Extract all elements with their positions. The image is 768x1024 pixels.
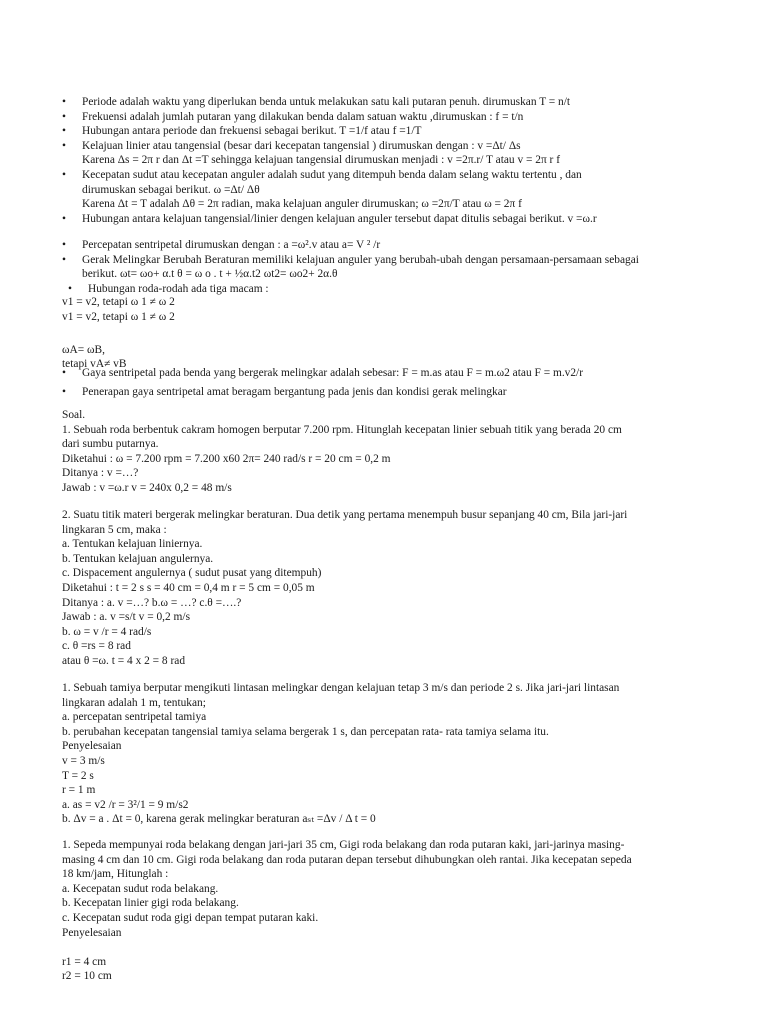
bullet-item: • Percepatan sentripetal dirumuskan dengan : a =ω².v atau a= V ² /r (62, 238, 716, 253)
relation-line (62, 324, 716, 339)
bullet-list-force (62, 366, 716, 399)
problem-4: 1. Sepeda mempunyai roda belakang dengan jari-jari 35 cm, Gigi roda belakang dan roda putaran kaki, jari-jarinya masing- masing 4 cm dan 10 cm. Gigi roda belakang dan roda putaran depan tersebut dihubungkan oleh rantai. Jika kecepatan sepeda 18 km/jam, Hitunglah : a. Kecepatan sudut roda belakang. b. Kecepatan linier gigi roda belakang. c. Kecepatan sudut roda gigi depan tempat putaran kaki. Penyelesaian r1 = 4 cm r2 = 10 cm (62, 839, 632, 983)
relation-line: v1 = v2, tetapi ω 1 ≠ ω 2 (62, 310, 175, 323)
bullet-item: • Hubungan roda-rodah ada tiga macam : (68, 282, 716, 297)
bullet-list-acceleration (62, 238, 716, 296)
bullet-list-definitions (62, 95, 716, 226)
soal-heading: Soal. (62, 409, 86, 421)
bullet-item: • Hubungan antara kelajuan tangensial/linier dengen kelajuan anguler tersebut dapat ditulis sebagai berikut. v =ω.r (62, 212, 716, 227)
bullet-item: • Kecepatan sudut atau kecepatan anguler adalah sudut yang ditempuh benda dalam selang waktu tertentu , dan dirumuskan sebagai berikut. ω =Δt/ Δθ Karena Δt = T adalah Δθ = 2π radian, maka kelajuan anguler dirumuskan; ω =2π/T atau ω = 2π f (62, 168, 716, 212)
problem-1: Soal. 1. Sebuah roda berbentuk cakram homogen berputar 7.200 rpm. Hitunglah kecepatan linier sebuah titik yang berada 20 cm dari sumbu putarnya. Diketahui : ω = 7.200 rpm = 7.200 x60 2π= 240 rad/s r = 20 cm = 0,2 m Ditanya : v =…? Jawab : v =ω.r v = 240x 0,2 = 48 m/s (62, 408, 716, 496)
bullet-item: • Periode adalah waktu yang diperlukan benda untuk melakukan satu kali putaran penuh. dirumuskan T = n/t (62, 95, 716, 110)
bullet-item: • Gaya sentripetal pada benda yang bergerak melingkar adalah sebesar: F = m.as atau F = m.ω2 atau F = m.v2/r (62, 366, 716, 381)
bullet-item: • Penerapan gaya sentripetal amat beragam bergantung pada jenis dan kondisi gerak melingkar (62, 385, 716, 400)
bullet-item: • Frekuensi adalah jumlah putaran yang dilakukan benda dalam satuan waktu ,dirumuskan : f = t/n (62, 110, 716, 125)
wheel-relations (62, 295, 716, 372)
problem-2: 2. Suatu titik materi bergerak melingkar beraturan. Dua detik yang pertama menempuh busur sepanjang 40 cm, Bila jari-jari lingkaran 5 cm, maka : a. Tentukan kelajuan liniernya. b. Tentukan kelajuan angulernya. c. Dispacement angulernya ( sudut pusat yang ditempuh) Diketahui : t = 2 s s = 40 cm = 0,4 m r = 5 cm = 0,05 m Ditanya : a. v =…? b.ω = …? c.θ =….? Jawab : a. v =s/t v = 0,2 m/s b. ω = v /r = 4 rad/s c. θ =rs = 8 rad atau θ =ω. t = 4 x 2 = 8 rad (62, 509, 628, 667)
bullet-item: • Gerak Melingkar Berubah Beraturan memiliki kelajuan anguler yang berubah-ubah dengan persamaan-persamaan sebagai berikut. ωt= ωo+ α.t θ = ω o . t + ½α.t2 ωt2= ωo2+ 2α.θ (62, 253, 716, 282)
relation-line: tetapi vA≠ vB (62, 358, 127, 371)
problem-3: 1. Sebuah tamiya berputar mengikuti lintasan melingkar dengan kelajuan tetap 3 m/s dan periode 2 s. Jika jari-jari lintasan lingkaran adalah 1 m, tentukan; a. percepatan sentripetal tamiya b. perubahan kecepatan tangensial tamiya selama bergerak 1 s, dan percepatan rata- rata tamiya selama itu. Penyelesaian v = 3 m/s T = 2 s r = 1 m a. as = v2 /r = 3²/1 = 9 m/s2 b. Δv = a . Δt = 0, karena gerak melingkar beraturan aₛₜ =Δv / Δ t = 0 (62, 682, 620, 826)
bullet-item: • Hubungan antara periode dan frekuensi sebagai berikut. T =1/f atau f =1/T (62, 124, 716, 139)
relation-line: ωA= ωB, (62, 343, 105, 356)
relation-line: v1 = v2, tetapi ω 1 ≠ ω 2 (62, 296, 175, 308)
bullet-item: • Kelajuan linier atau tangensial (besar dari kecepatan tangensial ) dirumuskan dengan : v =Δt/ Δs Karena Δs = 2π r dan Δt =T sehingga kelajuan tangensial dirumuskan menjadi : v =2π.r/ T atau v = 2π r f (62, 139, 716, 168)
